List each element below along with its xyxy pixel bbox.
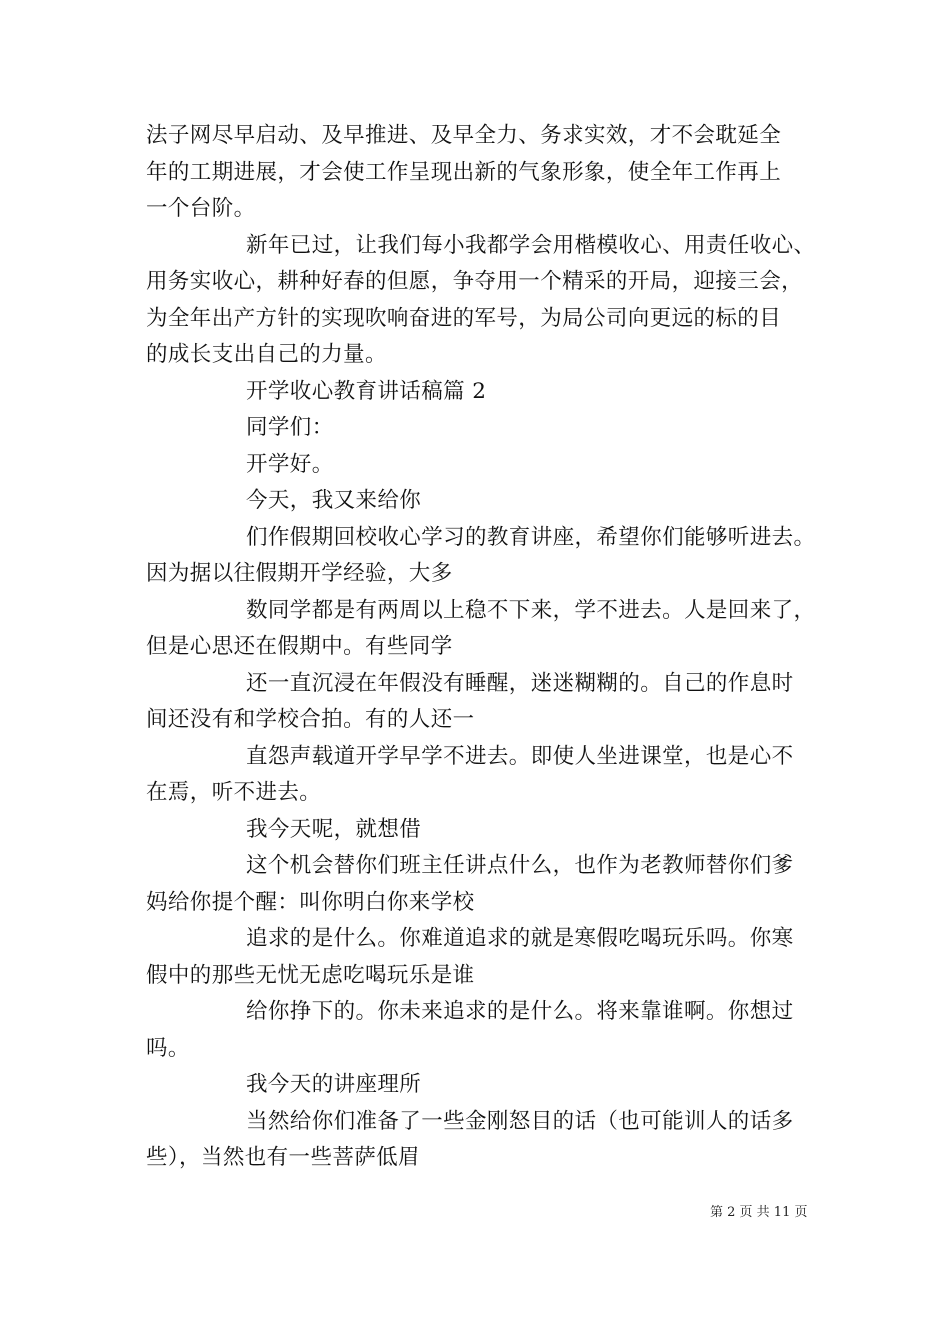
text-line: 当然给你们准备了一些金刚怒目的话（也可能训人的话多: [246, 1108, 794, 1134]
text-line: 开学好。: [246, 451, 334, 477]
text-line: 的成长支出自己的力量。: [146, 342, 387, 367]
text-line: 些），当然也有一些菩萨低眉: [146, 1145, 420, 1170]
text-line: 直怨声载道开学早学不进去。即使人坐进课堂，也是心不: [246, 743, 794, 769]
text-line: 但是心思还在假期中。有些同学: [146, 634, 453, 659]
text-line: 吗。: [146, 1035, 190, 1061]
text-line: 为全年出产方针的实现吹响奋进的军号，为局公司向更远的标的目: [146, 305, 782, 331]
text-line: 年的工期进展，才会使工作呈现出新的气象形象，使全年工作再上: [146, 159, 782, 185]
text-line: 给你挣下的。你未来追求的是什么。将来靠谁啊。你想过: [246, 999, 794, 1024]
text-line: 同学们：: [246, 415, 334, 440]
text-line: 还一直沉浸在年假没有睡醒，迷迷糊糊的。自己的作息时: [246, 670, 794, 696]
text-line: 这个机会替你们班主任讲点什么，也作为老教师替你们爹: [246, 853, 794, 878]
text-line: 假中的那些无忧无虑吃喝玩乐是谁: [146, 962, 475, 988]
document-body: [146, 118, 816, 1177]
text-line: 间还没有和学校合拍。有的人还一: [146, 707, 475, 732]
text-line: 妈给你提个醒：叫你明白你来学校: [146, 889, 475, 915]
text-line: 用务实收心，耕种好春的但愿，争夺用一个精采的开局，迎接三会，: [146, 269, 804, 294]
text-line: 追求的是什么。你难道追求的就是寒假吃喝玩乐吗。你寒: [246, 926, 794, 951]
text-line: 开学收心教育讲话稿篇 2: [246, 378, 487, 404]
text-line: 法子网尽早启动、及早推进、及早全力、务求实效，才不会耽延全: [146, 123, 782, 148]
text-line: 新年已过，让我们每小我都学会用楷模收心、用责任收心、: [246, 232, 816, 258]
text-line: 在焉，听不进去。: [146, 780, 322, 805]
text-line: 因为据以往假期开学经验，大多: [146, 561, 453, 586]
text-line: 我今天呢，就想借: [246, 816, 422, 842]
text-line: 今天，我又来给你: [246, 488, 422, 513]
page-number-footer: 第 2 页 共 11 页: [710, 1205, 808, 1220]
text-line: 一个台阶。: [146, 196, 256, 221]
text-line: 数同学都是有两周以上稳不下来，学不进去。人是回来了，: [246, 597, 816, 623]
text-line: 们作假期回校收心学习的教育讲座，希望你们能够听进去。: [246, 524, 816, 550]
text-line: 我今天的讲座理所: [246, 1072, 422, 1097]
